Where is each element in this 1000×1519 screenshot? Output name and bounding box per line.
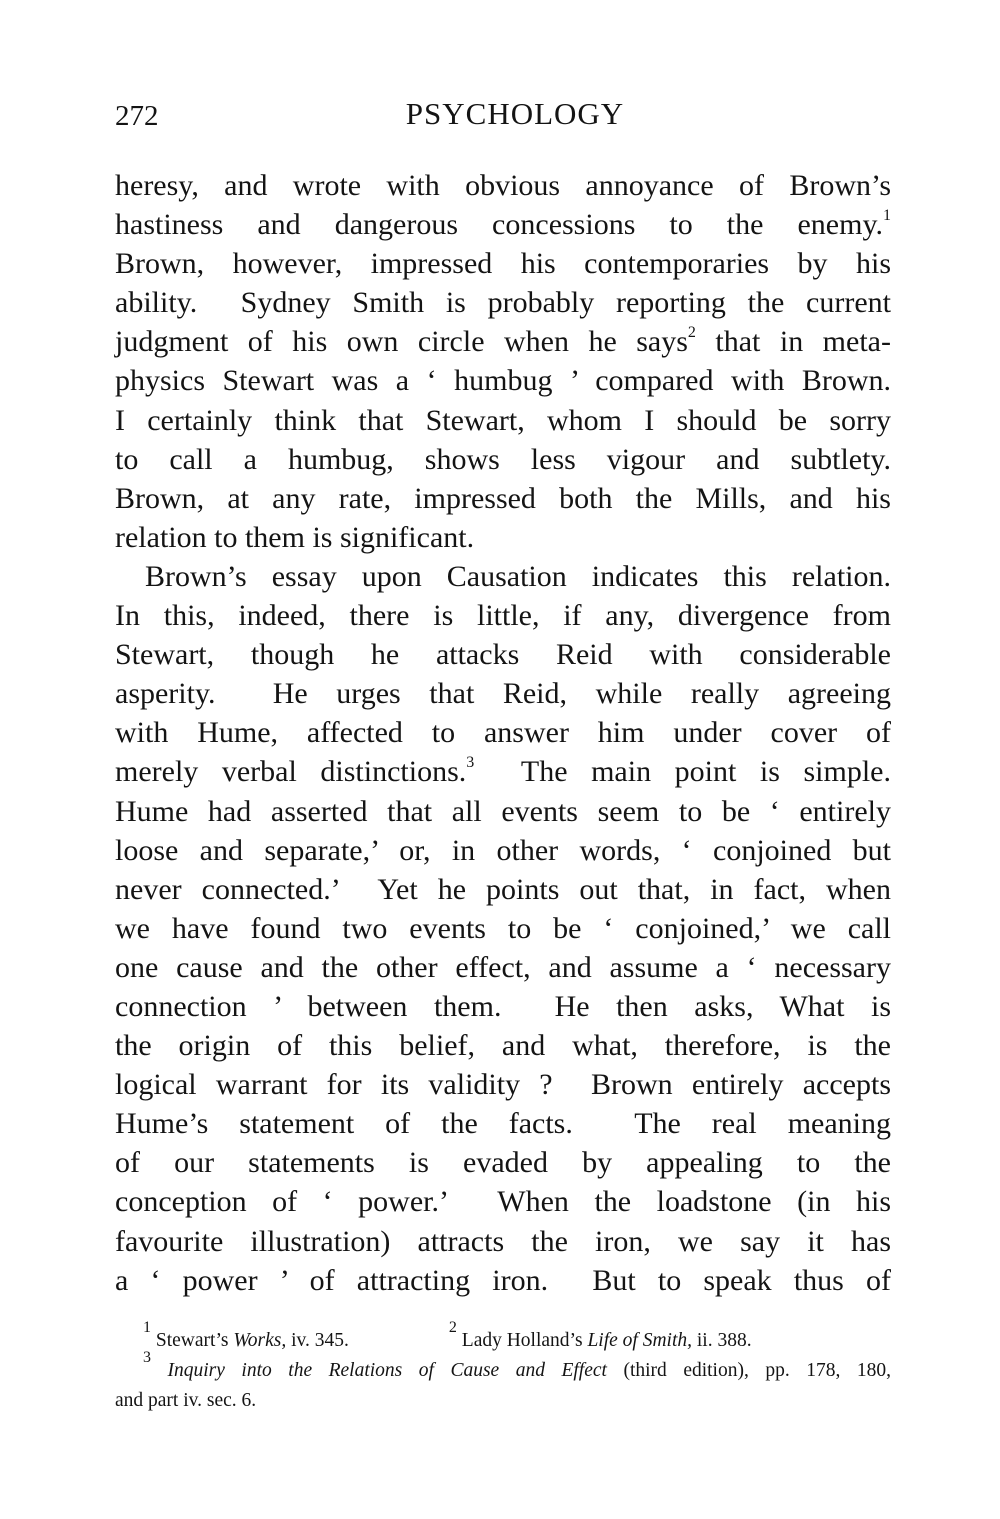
footnotes [115,1319,891,1416]
text-segment: conception of ‘ power.’ When the loadstone (in his [115,1185,891,1219]
text-segment: of our statements is evaded by appealing to the [115,1146,891,1180]
footnote-marker: 1 [143,1319,151,1336]
text-line [115,635,891,674]
text-segment: iv. 345. [286,1330,349,1351]
text-line [115,479,891,518]
text-line [115,166,891,205]
text-segment: Inquiry into the Relations of Cause and Effect [167,1360,607,1381]
text-line [115,1065,891,1104]
text-segment: asperity. He urges that Reid, while really agreeing [115,677,891,711]
text-segment: relation to them is significant. [115,520,475,554]
text-line [115,870,891,909]
footnote-marker: 3 [143,1349,151,1366]
text-line [115,1104,891,1143]
text-segment: Brown’s essay upon Causation indicates this relation. [145,559,891,593]
footnote-marker: 2 [448,1319,457,1336]
text-line [115,1143,891,1182]
footnote-line [115,1319,891,1356]
text-segment: The main point is simple. [474,755,891,789]
text-line [115,1182,891,1221]
text-segment: (third edition), pp. 178, 180, [606,1360,891,1381]
text-segment: favourite illustration) attracts the iron, we say it has [115,1224,891,1258]
text-line [115,752,891,791]
text-segment: Lady Holland’s [456,1330,588,1351]
text-line [115,205,891,244]
footnote-marker: 3 [466,754,475,772]
text-segment: loose and separate,’ or, in other words, ‘ conjoined but [115,833,891,867]
page-number: 272 [115,100,159,132]
text-segment: Hume had asserted that all events seem to be ‘ entirely [115,794,891,828]
text-segment: that in meta- [695,325,891,359]
text-segment: we have found two events to be ‘ conjoined,’ we call [115,911,891,945]
text-line [115,674,891,713]
text-line [115,1222,891,1261]
text-segment: connection ’ between them. He then asks, What is [115,989,891,1023]
footnote-marker: 2 [687,324,696,342]
text-line [115,1026,891,1065]
text-line [115,987,891,1026]
text-segment: the origin of this belief, and what, therefore, is the [115,1029,891,1063]
text-segment: ii. 388. [691,1330,752,1351]
text-segment: one cause and the other effect, and assume a ‘ necessary [115,950,891,984]
text-segment: Works, [233,1330,287,1351]
footnote-marker: 1 [883,207,891,225]
text-segment: a ‘ power ’ of attracting iron. But to speak thus of [115,1263,891,1297]
text-segment: hastiness and dangerous concessions to the enemy. [115,208,883,242]
text-segment: physics Stewart was a ‘ humbug ’ compared with Brown. [115,364,891,398]
text-line [115,713,891,752]
text-segment: Stewart, though he attacks Reid with considerable [115,638,891,672]
body-text [115,166,891,1300]
text-line [115,283,891,322]
text-segment: heresy, and wrote with obvious annoyance of Brown’s [115,169,891,202]
text-segment [151,1360,168,1381]
text-line [115,244,891,283]
text-segment: Brown, however, impressed his contemporaries by his [115,247,891,281]
text-segment: ability. Sydney Smith is probably reporting the current [115,286,891,320]
text-line [115,909,891,948]
footnote-line [115,1349,891,1386]
text-segment: merely verbal distinctions. [115,755,467,789]
text-line [115,361,891,400]
text-segment: In this, indeed, there is little, if any, divergence from [115,599,891,633]
text-line [115,440,891,479]
text-segment: judgment of his own circle when he says [115,325,688,359]
text-segment: with Hume, affected to answer him under cover of [115,716,891,750]
text-segment: Life of Smith, [587,1330,692,1351]
text-line [115,792,891,831]
text-line [115,948,891,987]
text-segment: I certainly think that Stewart, whom I should be sorry [115,403,891,437]
text-line [115,557,891,596]
text-segment: logical warrant for its validity ? Brown entirely accepts [115,1068,891,1102]
text-line [115,401,891,440]
running-head: PSYCHOLOGY [405,96,625,131]
text-line [115,596,891,635]
text-line [115,322,891,361]
footnote-line [115,1386,891,1416]
text-segment: to call a humbug, shows less vigour and subtlety. [115,442,891,476]
text-line [115,518,891,557]
text-segment: Stewart’s [151,1330,234,1351]
text-segment: Brown, at any rate, impressed both the Mills, and his [115,481,891,515]
text-line [115,831,891,870]
text-segment: and part iv. sec. 6. [115,1390,257,1411]
text-segment: Hume’s statement of the facts. The real meaning [115,1107,891,1141]
text-line [115,1261,891,1300]
text-segment: never connected.’ Yet he points out that, in fact, when [115,872,891,906]
